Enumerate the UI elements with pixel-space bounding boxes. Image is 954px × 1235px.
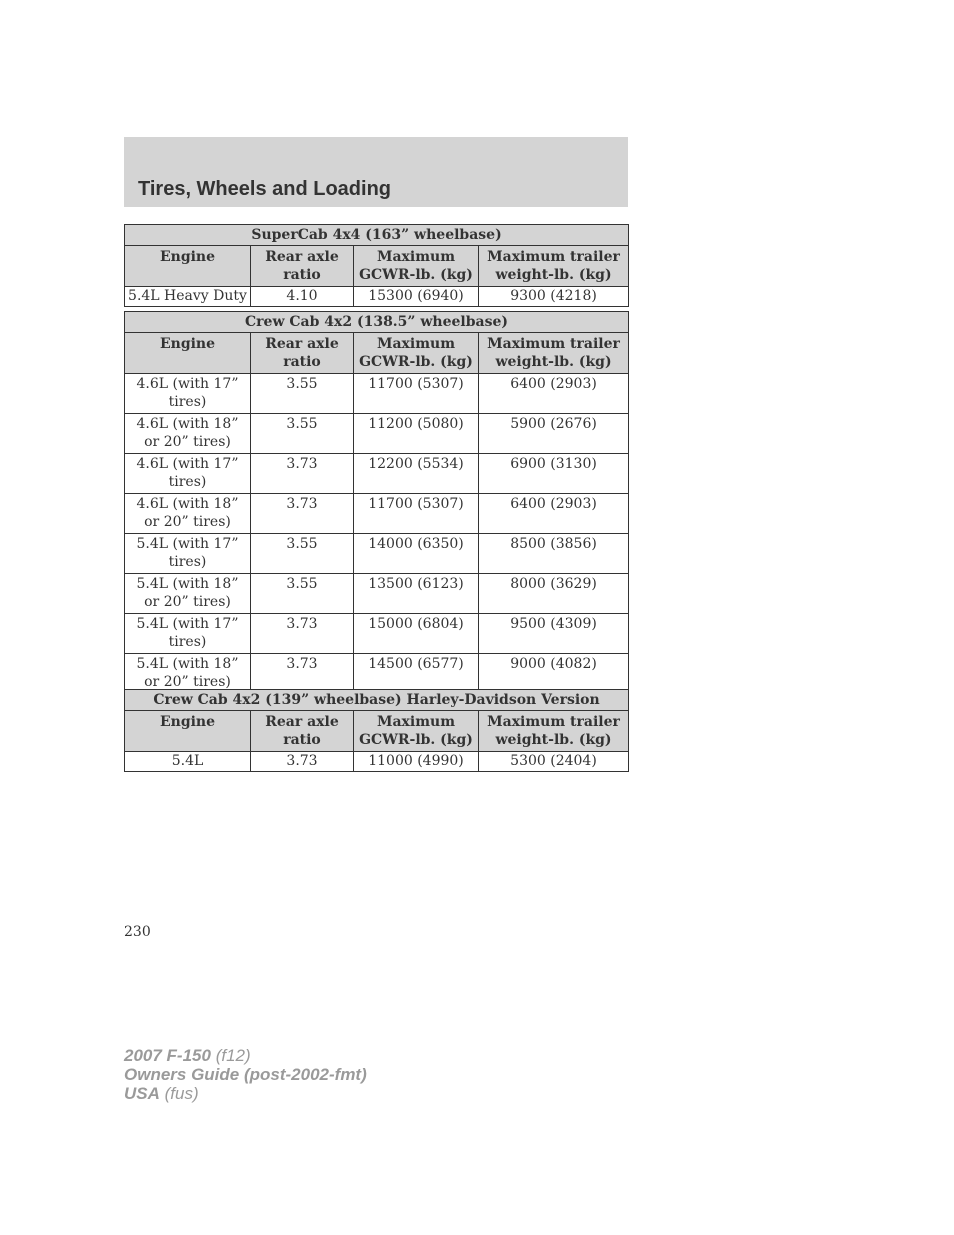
column-header-gcwr: Maximum GCWR-lb. (kg) (354, 333, 479, 374)
cell-gcwr: 11700 (5307) (354, 374, 479, 414)
cell-gcwr: 13500 (6123) (354, 574, 479, 614)
towing-table-supercab (124, 224, 629, 307)
footer-line-guide (124, 1065, 367, 1084)
towing-table-harley-davidson (124, 689, 629, 772)
cell-engine: 5.4L (with 17” tires) (125, 614, 251, 654)
footer-line-market (124, 1084, 367, 1103)
document-footer (124, 1046, 367, 1103)
cell-gcwr: 11000 (4990) (354, 752, 479, 772)
cell-gcwr: 14000 (6350) (354, 534, 479, 574)
cell-gcwr: 12200 (5534) (354, 454, 479, 494)
cell-gcwr: 14500 (6577) (354, 654, 479, 694)
table-row (125, 374, 629, 414)
column-header-engine: Engine (125, 333, 251, 374)
table-row (125, 414, 629, 454)
column-header-trailer-weight: Maximum trailer weight-lb. (kg) (479, 711, 629, 752)
column-header-gcwr: Maximum GCWR-lb. (kg) (354, 711, 479, 752)
cell-engine: 4.6L (with 18” or 20” tires) (125, 414, 251, 454)
column-header-gcwr: Maximum GCWR-lb. (kg) (354, 246, 479, 287)
cell-axle-ratio: 3.55 (251, 534, 354, 574)
cell-axle-ratio: 4.10 (251, 287, 354, 307)
cell-trailer-weight: 9300 (4218) (479, 287, 629, 307)
column-header-axle-ratio: Rear axle ratio (251, 246, 354, 287)
footer-guide: Owners Guide (post-2002-fmt) (124, 1065, 367, 1084)
column-header-axle-ratio: Rear axle ratio (251, 333, 354, 374)
table-caption: Crew Cab 4x2 (139” wheelbase) Harley-Davidson Version (125, 690, 629, 711)
cell-engine: 5.4L (125, 752, 251, 772)
cell-axle-ratio: 3.55 (251, 374, 354, 414)
cell-axle-ratio: 3.73 (251, 654, 354, 694)
table-row (125, 752, 629, 772)
cell-trailer-weight: 6400 (2903) (479, 494, 629, 534)
cell-axle-ratio: 3.55 (251, 414, 354, 454)
cell-gcwr: 15300 (6940) (354, 287, 479, 307)
section-header-band (124, 137, 628, 207)
page-number: 230 (124, 924, 151, 940)
cell-gcwr: 11200 (5080) (354, 414, 479, 454)
cell-gcwr: 11700 (5307) (354, 494, 479, 534)
table-row (125, 534, 629, 574)
column-header-engine: Engine (125, 711, 251, 752)
cell-trailer-weight: 6400 (2903) (479, 374, 629, 414)
cell-trailer-weight: 6900 (3130) (479, 454, 629, 494)
cell-trailer-weight: 8500 (3856) (479, 534, 629, 574)
column-header-trailer-weight: Maximum trailer weight-lb. (kg) (479, 246, 629, 287)
cell-axle-ratio: 3.73 (251, 614, 354, 654)
cell-trailer-weight: 8000 (3629) (479, 574, 629, 614)
cell-axle-ratio: 3.73 (251, 454, 354, 494)
table-row (125, 454, 629, 494)
table-row (125, 654, 629, 694)
cell-engine: 4.6L (with 17” tires) (125, 374, 251, 414)
cell-engine: 5.4L (with 17” tires) (125, 534, 251, 574)
cell-trailer-weight: 9500 (4309) (479, 614, 629, 654)
table-caption: SuperCab 4x4 (163” wheelbase) (125, 225, 629, 246)
section-title: Tires, Wheels and Loading (138, 178, 392, 200)
cell-gcwr: 15000 (6804) (354, 614, 479, 654)
cell-engine: 5.4L Heavy Duty (125, 287, 251, 307)
table-row (125, 574, 629, 614)
cell-trailer-weight: 9000 (4082) (479, 654, 629, 694)
column-header-axle-ratio: Rear axle ratio (251, 711, 354, 752)
column-header-engine: Engine (125, 246, 251, 287)
footer-model: 2007 F-150 (124, 1046, 211, 1065)
footer-market: USA (124, 1084, 160, 1103)
footer-market-code: (fus) (164, 1084, 199, 1103)
cell-trailer-weight: 5300 (2404) (479, 752, 629, 772)
cell-trailer-weight: 5900 (2676) (479, 414, 629, 454)
cell-axle-ratio: 3.73 (251, 752, 354, 772)
cell-engine: 5.4L (with 18” or 20” tires) (125, 654, 251, 694)
cell-axle-ratio: 3.73 (251, 494, 354, 534)
towing-table-crewcab (124, 311, 629, 694)
table-row (125, 614, 629, 654)
footer-line-model (124, 1046, 367, 1065)
cell-engine: 4.6L (with 18” or 20” tires) (125, 494, 251, 534)
table-row (125, 287, 629, 307)
cell-engine: 4.6L (with 17” tires) (125, 454, 251, 494)
column-header-trailer-weight: Maximum trailer weight-lb. (kg) (479, 333, 629, 374)
footer-model-code: (f12) (215, 1046, 251, 1065)
cell-axle-ratio: 3.55 (251, 574, 354, 614)
table-row (125, 494, 629, 534)
table-caption: Crew Cab 4x2 (138.5” wheelbase) (125, 312, 629, 333)
cell-engine: 5.4L (with 18” or 20” tires) (125, 574, 251, 614)
